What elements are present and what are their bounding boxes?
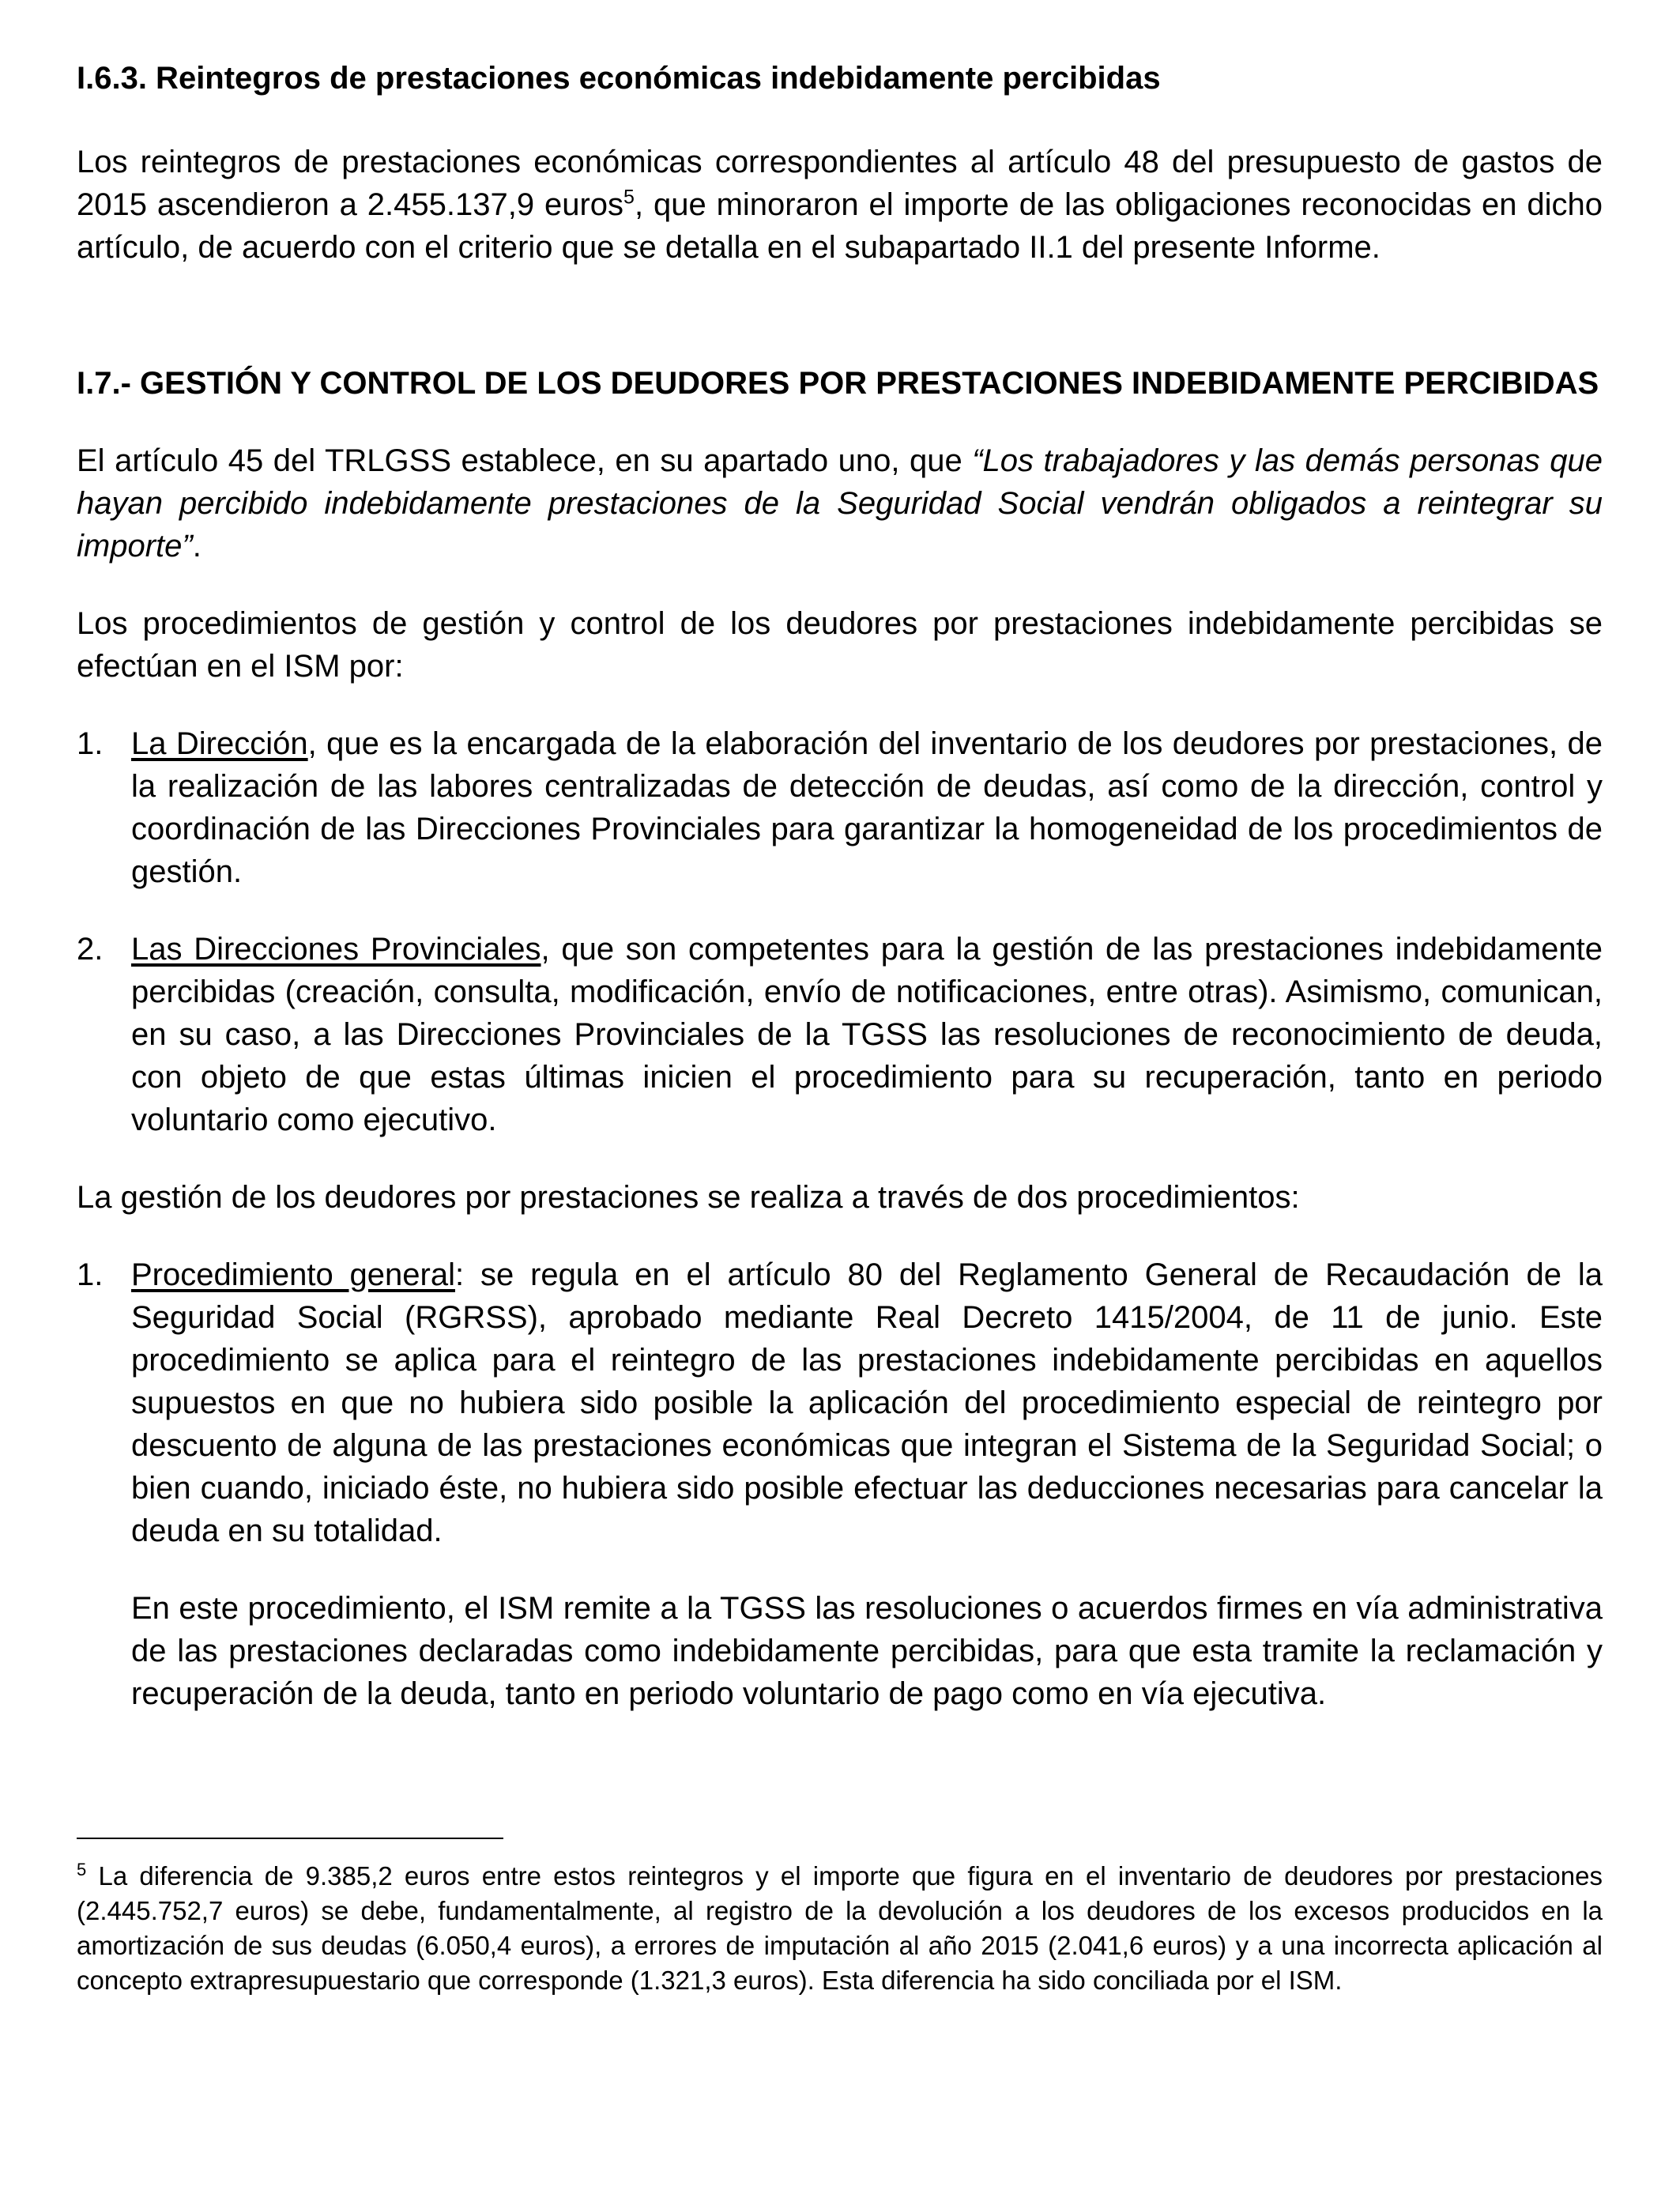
footnote-reference[interactable]: 5 xyxy=(623,186,635,209)
list-term-direcciones-provinciales: Las Direcciones Provinciales xyxy=(131,932,541,967)
procedures-intro-paragraph: Los procedimientos de gestión y control de los deudores por prestaciones indebidamente percibidas se efectúan en el ISM por: xyxy=(77,606,1603,684)
list-item-direccion xyxy=(77,722,1603,893)
list-text-direccion: , que es la encargada de la elaboración del inventario de los deudores por prestaciones, de la realización de las labores centralizadas de detección de deudas, así como de la dirección, control y coordinación de las Direcciones Provinciales para garantizar la homogeneidad de los procedimientos de gestión. xyxy=(131,726,1603,889)
article-45-paragraph xyxy=(77,439,1603,567)
document-page xyxy=(77,57,1603,1715)
list-number: 2. xyxy=(77,932,104,967)
article-45-end: . xyxy=(192,529,202,564)
procedimiento-general-continuation: En este procedimiento, el ISM remite a la TGSS las resoluciones o acuerdos firmes en vía administrativa de las prestaciones declaradas como indebidamente percibidas, para que esta tramite la reclamación y recuperación de la deuda, tanto en periodo voluntario de pago como en vía ejecutiva. xyxy=(131,1591,1603,1711)
reintegros-text-start: Los reintegros de prestaciones económicas correspondientes al artículo 48 del presupuesto de gastos de 2015 ascendieron a 2.455.137,9 euros xyxy=(77,145,1603,222)
gestion-deudores-paragraph: La gestión de los deudores por prestaciones se realiza a través de dos procedimientos: xyxy=(77,1180,1300,1215)
list-text-direcciones-provinciales: , que son competentes para la gestión de las prestaciones indebidamente percibidas (creación, consulta, modificación, envío de notificaciones, entre otras). Asimismo, comunican, en su caso, a las Direcciones Provinciales de la TGSS las resoluciones de reconocimiento de deuda, con objeto de que estas últimas inicien el procedimiento para su recuperación, tanto en periodo voluntario como ejecutivo. xyxy=(131,932,1603,1137)
list-number: 1. xyxy=(77,726,104,761)
reintegros-paragraph xyxy=(77,141,1603,269)
reintegros-text-end: , que minoraron el importe de las obligaciones reconocidas en dicho artículo, de acuerdo con el criterio que se detalla en el subapartado II.1 del presente Informe. xyxy=(77,187,1603,265)
article-45-quote: “Los trabajadores y las demás personas que hayan percibido indebidamente prestaciones de la Seguridad Social vendrán obligados a reintegrar su importe” xyxy=(77,443,1603,564)
section-heading-i-7: I.7.- GESTIÓN Y CONTROL DE LOS DEUDORES POR PRESTACIONES INDEBIDAMENTE PERCIBIDAS xyxy=(77,366,1599,401)
section-heading-i-6-3: I.6.3. Reintegros de prestaciones económicas indebidamente percibidas xyxy=(77,61,1161,96)
list-number: 1. xyxy=(77,1257,104,1292)
list-item-procedimiento-general xyxy=(77,1253,1603,1552)
footnote-text: La diferencia de 9.385,2 euros entre estos reintegros y el importe que figura en el inventario de deudores por prestaciones (2.445.752,7 euros) se debe, fundamentalmente, al registro de la devolución a los deudores de los excesos producidos en la amortización de sus deudas (6.050,4 euros), a errores de imputación al año 2015 (2.041,6 euros) y a una incorrecta aplicación al concepto extrapresupuestario que corresponde (1.321,3 euros). Esta diferencia ha sido conciliada por el ISM. xyxy=(77,1861,1603,1995)
footnote xyxy=(77,1859,1603,1998)
footnote-separator xyxy=(77,1838,503,1839)
list-term-direccion: La Dirección xyxy=(131,726,308,761)
footnote-number: 5 xyxy=(77,1860,87,1879)
list-item-direcciones-provinciales xyxy=(77,928,1603,1141)
article-45-intro: El artículo 45 del TRLGSS establece, en su apartado uno, que xyxy=(77,443,973,478)
list-term-procedimiento-general: Procedimiento general xyxy=(131,1257,455,1292)
list-text-procedimiento-general: : se regula en el artículo 80 del Reglamento General de Recaudación de la Seguridad Social (RGRSS), aprobado mediante Real Decreto 1415/2004, de 11 de junio. Este procedimiento se aplica para el reintegro de las prestaciones indebidamente percibidas en aquellos supuestos en que no hubiera sido posible la aplicación del procedimiento especial de reintegro por descuento de alguna de las prestaciones económicas que integran el Sistema de la Seguridad Social; o bien cuando, iniciado éste, no hubiera sido posible efectuar las deducciones necesarias para cancelar la deuda en su totalidad. xyxy=(131,1257,1603,1548)
